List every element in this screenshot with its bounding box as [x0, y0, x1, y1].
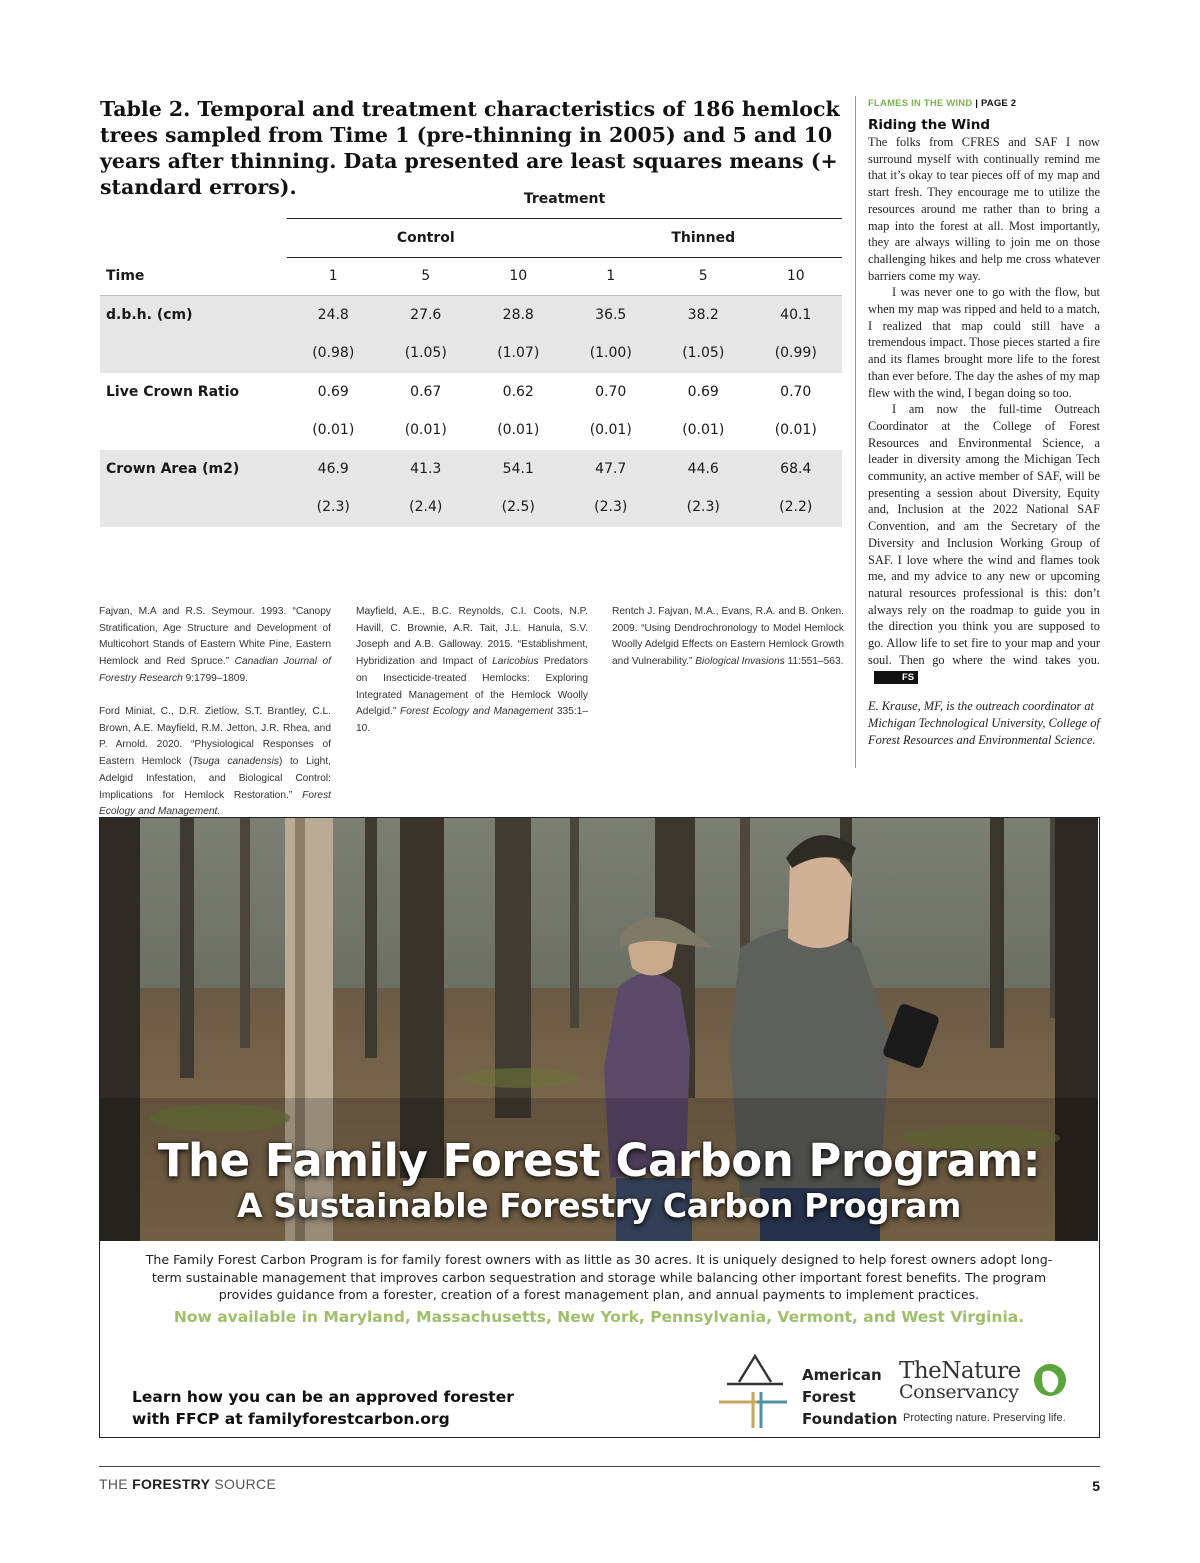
sidebar-body — [868, 134, 1100, 685]
data-table — [100, 180, 842, 527]
error-cell: (0.01) — [312, 422, 355, 439]
table-row — [100, 488, 842, 527]
mean-cell: 24.8 — [287, 296, 380, 335]
ad-subheadline: A Sustainable Forestry Carbon Program — [237, 1186, 961, 1225]
mean-cell: 47.7 — [565, 450, 658, 489]
error-cell: (2.4) — [380, 488, 473, 527]
page-number: 5 — [1092, 1478, 1100, 1494]
mean-cell: 46.9 — [287, 450, 380, 489]
paragraph: I am now the full-time Outreach Coordinator at the College of Forest Resources and Environmental Science, a leader in diversity among the Michigan Tech community, an active member of SAF, will be presenting a session about Diversity, Equity and, Inclusion at the 2022 National SAF Convention, and am the Secretary of the Diversity and Inclusion Working Group of SAF. I love where the wind and flames took me, and my advice to any new or upcoming natural resources professional is this: don’t always rely on the roadmap to guide you in the direction you think you are supposed to go. Allow life to set fire to your map and your soul. Then go where the wind takes you.FS — [868, 402, 1100, 683]
website-link[interactable]: with FFCP at familyforestcarbon.org — [132, 1410, 450, 1428]
row-label: Crown Area (m2) — [100, 450, 287, 489]
time-cell: 1 — [565, 257, 658, 296]
american-forest-foundation-logo — [717, 1354, 795, 1430]
time-cell: 5 — [657, 257, 750, 296]
author-bio: E. Krause, MF, is the outreach coordinator at Michigan Technological University, College of Forest Resources and Environmental Science. — [868, 699, 1100, 747]
publication-name: THE FORESTRY SOURCE — [99, 1476, 277, 1492]
error-cell: (2.5) — [472, 488, 565, 527]
time-cell: 5 — [380, 257, 473, 296]
table-row — [100, 334, 842, 373]
oak-leaf-icon — [1033, 1358, 1067, 1404]
time-cell: 1 — [287, 257, 380, 296]
mean-cell: 28.8 — [472, 296, 565, 335]
section-kicker: FLAMES IN THE WIND | PAGE 2 — [868, 98, 1017, 109]
group-header-thinned: Thinned — [565, 219, 843, 258]
end-mark-badge: FS — [874, 671, 918, 684]
mean-cell: 44.6 — [657, 450, 750, 489]
paragraph: I was never one to go with the flow, but when my map was ripped and held to a match, I realized that map could still have a tremendous impact. Those pieces started a fire and its flames brought more life to the forest than ever before. The day the ashes of my map flew with the wind, I began doing so too. — [868, 285, 1100, 400]
reference-entry: Fajvan, M.A and R.S. Seymour. 1993. “Canopy Stratification, Age Structure and Development of Multicohort Stands of Eastern White Pine, Eastern Hemlock and Red Spruce.” Canadian Journal of Forestry Research 9:1799–1809. — [99, 606, 332, 684]
time-cell: 10 — [472, 257, 565, 296]
mean-cell: 41.3 — [380, 450, 473, 489]
mean-cell: 0.62 — [502, 383, 534, 400]
tnc-tagline: Protecting nature. Preserving life. — [903, 1412, 1066, 1424]
column-divider — [855, 96, 856, 768]
error-cell: (0.01) — [774, 422, 817, 439]
error-cell: (0.01) — [404, 422, 447, 439]
table-row — [100, 373, 842, 412]
error-cell: (1.05) — [657, 334, 750, 373]
error-cell: (0.98) — [287, 334, 380, 373]
mean-cell: 0.70 — [595, 383, 627, 400]
mean-cell: 68.4 — [750, 450, 843, 489]
error-cell: (1.07) — [472, 334, 565, 373]
time-cell: 10 — [750, 257, 843, 296]
ad-call-to-action: Learn how you can be an approved forester with FFCP at familyforestcarbon.org — [132, 1386, 552, 1430]
error-cell: (1.05) — [380, 334, 473, 373]
error-cell: (2.3) — [287, 488, 380, 527]
table-title: Table 2. Temporal and treatment characteristics of 186 hemlock trees sampled from Time 1 (pre-thinning in 2005) and 5 and 10 years after thinning. Data presented are least squares means (+ standard errors). — [100, 97, 840, 199]
error-cell: (1.00) — [565, 334, 658, 373]
error-cell: (2.3) — [565, 488, 658, 527]
error-cell: (0.01) — [497, 422, 540, 439]
ad-description: The Family Forest Carbon Program is for family forest owners with as little as 30 acres. It is uniquely designed to help forest owners adopt long-term sustainable management that improves carbon sequestration and storage while balancing other important forest benefits. The program provides guidance from a forester, creation of a forest management plan, and annual payments to implement practices. — [145, 1252, 1053, 1302]
error-cell: (0.99) — [750, 334, 843, 373]
sidebar-heading: Riding the Wind — [868, 117, 991, 133]
error-cell: (0.01) — [589, 422, 632, 439]
error-cell: (2.2) — [750, 488, 843, 527]
reference-entry: Mayfield, A.E., B.C. Reynolds, C.I. Coots, N.P. Havill, C. Brownie, A.R. Tait, J.L. Hanula, S.V. Joseph and A.B. Galloway. 2015. “Establishment, Hybridization and Impact of Laricobius Predators on Insecticide-treated Hemlocks: Exploring Integrated Management of the Hemlock Woolly Adelgid.” Forest Ecology and Management 335:1–10. — [356, 606, 589, 734]
table-row — [100, 411, 842, 450]
references-column-2 — [356, 604, 588, 738]
mean-cell: 0.70 — [780, 383, 812, 400]
nature-conservancy-logo: TheNature Conservancy Protecting nature. Preserving life. — [899, 1358, 1066, 1424]
error-cell: (0.01) — [682, 422, 725, 439]
sidebar-article — [868, 98, 1100, 748]
mean-cell: 0.69 — [687, 383, 719, 400]
references-column-3 — [612, 604, 844, 671]
references-column-1 — [99, 604, 331, 821]
row-label: Live Crown Ratio — [106, 383, 240, 400]
table-row — [100, 450, 842, 489]
mean-cell: 40.1 — [750, 296, 843, 335]
mean-cell: 36.5 — [565, 296, 658, 335]
treatment-header: Treatment — [287, 180, 842, 219]
table-row — [100, 296, 842, 335]
group-header-control: Control — [287, 219, 565, 258]
ad-headline: The Family Forest Carbon Program: — [157, 1134, 1041, 1187]
mean-cell: 0.67 — [410, 383, 442, 400]
time-label: Time — [100, 257, 287, 296]
reference-entry: Rentch J. Fajvan, M.A., Evans, R.A. and B. Onken. 2009. “Using Dendrochronology to Model Hemlock Woolly Adelgid Effects on Eastern Hemlock Growth and Vulnerability.” Biological Invasions 11:551–563. — [612, 606, 844, 668]
paragraph: The folks from CFRES and SAF I now surround myself with continually remind me that it’s okay to tear pieces off of my map and start fresh. They encourage me to utilize the resources around me rather than to bring a map into the forest at all. Most importantly, they are always willing to join me on those challenging hikes and help me cross whatever barriers come my way. — [868, 135, 1100, 283]
mean-cell: 0.69 — [317, 383, 349, 400]
row-label: d.b.h. (cm) — [100, 296, 287, 335]
ad-availability: Now available in Maryland, Massachusetts, New York, Pennsylvania, Vermont, and West Virginia. — [173, 1308, 1025, 1326]
mean-cell: 27.6 — [380, 296, 473, 335]
footer-divider — [99, 1466, 1100, 1467]
reference-entry: Ford Miniat, C., D.R. Zietlow, S.T. Brantley, C.L. Brown, A.E. Mayfield, R.M. Jetton, J.R. Rhea, and P. Arnold. 2020. “Physiological Responses of Eastern Hemlock (Tsuga canadensis) to Light, Adelgid Infestation, and Biological Control: Implications for Hemlock Restoration.” Forest Ecology and Management. — [99, 706, 331, 818]
aff-wordmark: American Forest Foundation — [802, 1366, 898, 1428]
mean-cell: 54.1 — [472, 450, 565, 489]
ffcp-advertisement — [99, 817, 1100, 1438]
mean-cell: 38.2 — [657, 296, 750, 335]
error-cell: (2.3) — [657, 488, 750, 527]
